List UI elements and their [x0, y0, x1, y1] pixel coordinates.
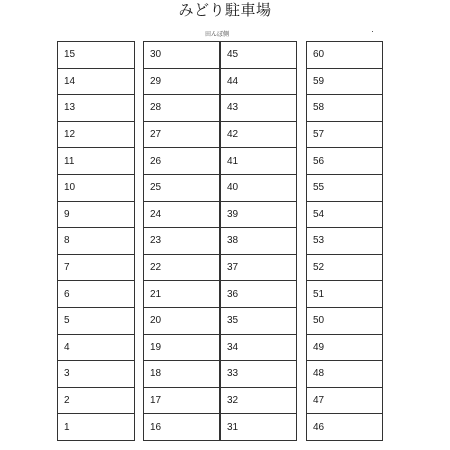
parking-space: 13: [58, 95, 134, 122]
parking-space: 52: [307, 255, 382, 282]
stray-mark: [372, 31, 373, 32]
parking-space: 48: [307, 361, 382, 388]
parking-space: 41: [221, 148, 296, 175]
parking-column-c: [220, 41, 297, 441]
parking-space: 47: [307, 388, 382, 415]
page-title: みどり駐車場: [178, 1, 272, 19]
parking-space: 19: [144, 335, 219, 362]
parking-column-b: [143, 41, 220, 441]
parking-space: 11: [58, 148, 134, 175]
parking-space: 9: [58, 202, 134, 229]
parking-space: 45: [221, 42, 296, 69]
parking-space: 46: [307, 414, 382, 441]
parking-space: 42: [221, 122, 296, 149]
parking-space: 8: [58, 228, 134, 255]
parking-space: 4: [58, 335, 134, 362]
parking-space: 60: [307, 42, 382, 69]
side-note: 田んぼ側: [204, 31, 229, 38]
parking-space: 40: [221, 175, 296, 202]
parking-space: 21: [144, 281, 219, 308]
parking-space: 17: [144, 388, 219, 415]
parking-space: 15: [58, 42, 134, 69]
parking-space: 35: [221, 308, 296, 335]
parking-space: 20: [144, 308, 219, 335]
parking-space: 30: [144, 42, 219, 69]
parking-space: 12: [58, 122, 134, 149]
parking-space: 23: [144, 228, 219, 255]
parking-space: 39: [221, 202, 296, 229]
parking-space: 24: [144, 202, 219, 229]
parking-space: 7: [58, 255, 134, 282]
parking-space: 43: [221, 95, 296, 122]
parking-space: 6: [58, 281, 134, 308]
parking-space: 27: [144, 122, 219, 149]
parking-space: 36: [221, 281, 296, 308]
parking-space: 10: [58, 175, 134, 202]
parking-space: 16: [144, 414, 219, 441]
parking-space: 58: [307, 95, 382, 122]
parking-space: 31: [221, 414, 296, 441]
parking-space: 26: [144, 148, 219, 175]
parking-space: 53: [307, 228, 382, 255]
parking-space: 55: [307, 175, 382, 202]
parking-space: 28: [144, 95, 219, 122]
parking-space: 51: [307, 281, 382, 308]
parking-column-a: [57, 41, 135, 441]
parking-space: 22: [144, 255, 219, 282]
parking-space: 3: [58, 361, 134, 388]
parking-space: 14: [58, 69, 134, 96]
parking-space: 34: [221, 335, 296, 362]
parking-space: 1: [58, 414, 134, 441]
parking-space: 56: [307, 148, 382, 175]
parking-space: 54: [307, 202, 382, 229]
parking-space: 2: [58, 388, 134, 415]
parking-space: 32: [221, 388, 296, 415]
parking-space: 37: [221, 255, 296, 282]
parking-space: 29: [144, 69, 219, 96]
parking-space: 44: [221, 69, 296, 96]
parking-column-d: [306, 41, 383, 441]
parking-space: 50: [307, 308, 382, 335]
parking-space: 18: [144, 361, 219, 388]
parking-space: 59: [307, 69, 382, 96]
parking-space: 33: [221, 361, 296, 388]
parking-space: 49: [307, 335, 382, 362]
parking-space: 5: [58, 308, 134, 335]
parking-space: 38: [221, 228, 296, 255]
parking-space: 25: [144, 175, 219, 202]
parking-space: 57: [307, 122, 382, 149]
